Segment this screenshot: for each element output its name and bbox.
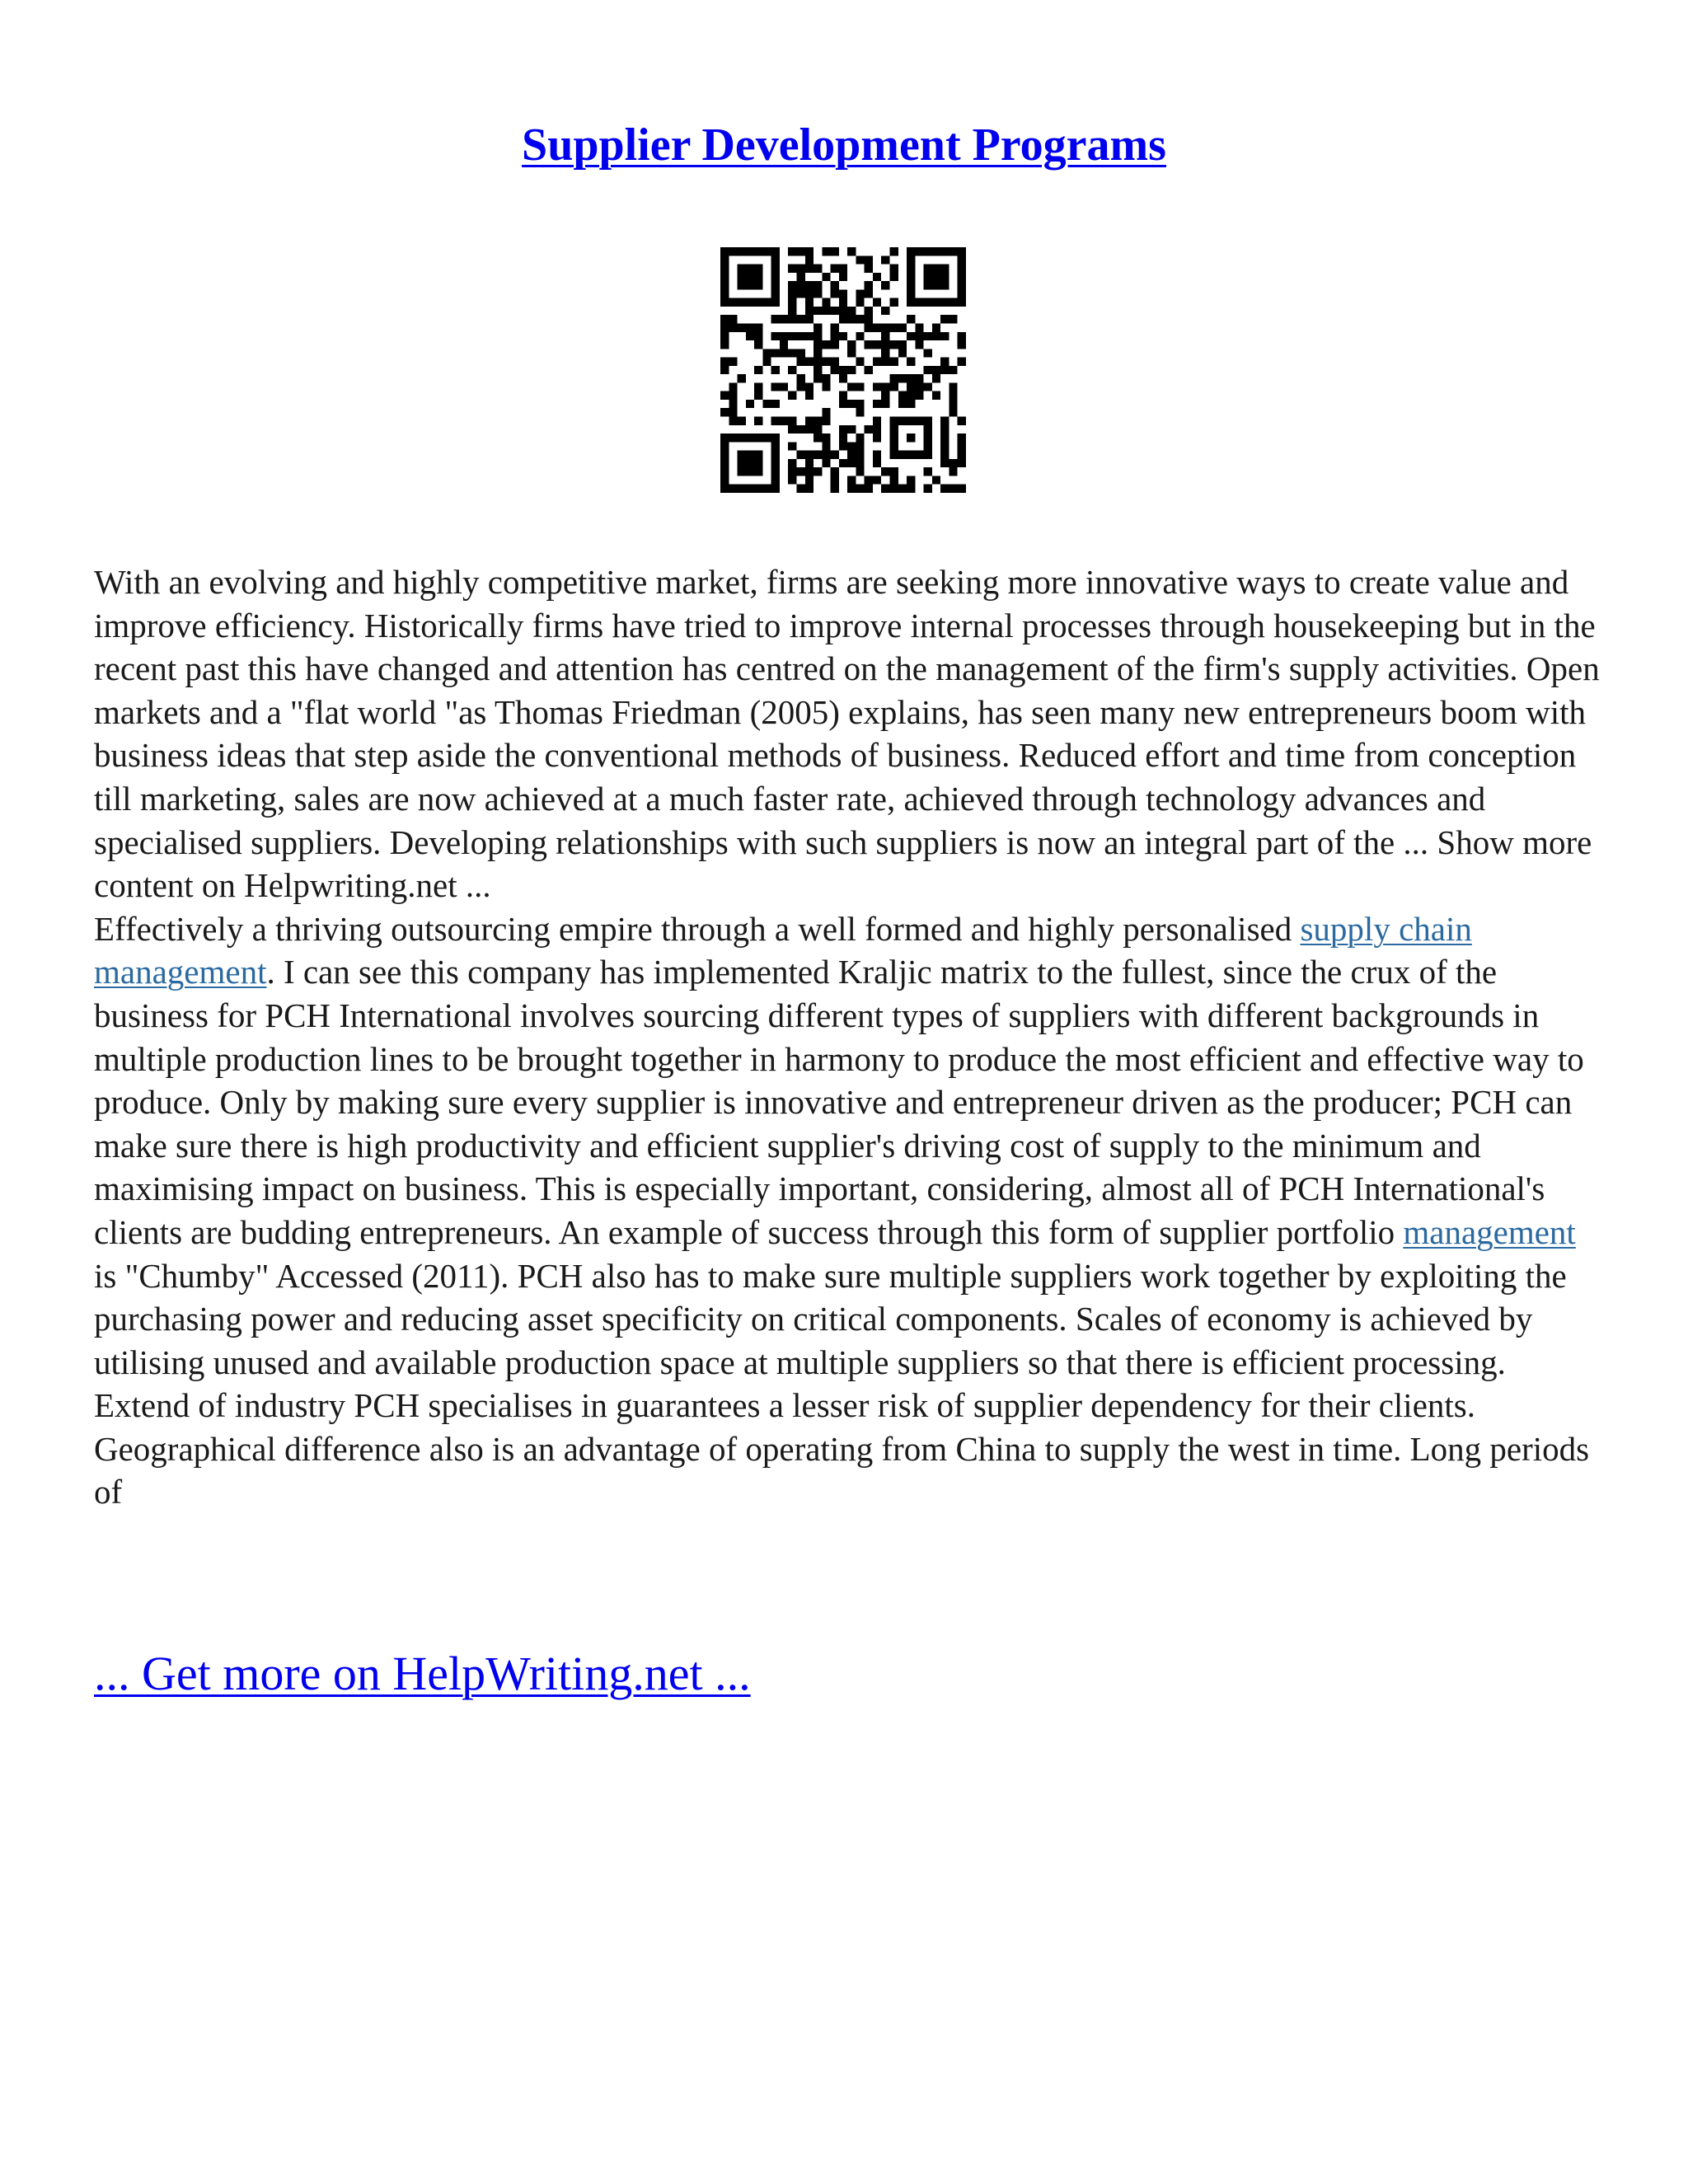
page-title: [0, 115, 1688, 175]
title-link[interactable]: Supplier Development Programs: [522, 120, 1166, 171]
management-link[interactable]: management: [1403, 1212, 1576, 1251]
paragraph-intro: With an evolving and highly competitive market, firms are seeking more innovative ways to create value and improve efficiency. Historically firms have tried to improve internal processes through housekeeping but in the recent past this have changed and attention has centred on the management of the firm's supply activities. Open markets and a "flat world "as Thomas Friedman (2005) explains, has seen many new entrepreneurs boom with business ideas that step aside the conventional methods of business. Reduced effort and time from conception till marketing, sales are now achieved at a much faster rate, achieved through technology advances and specialised suppliers. Developing relationships with such suppliers is now an integral part of the ... Show more content on Helpwriting.net ...: [94, 563, 1600, 905]
paragraph-main-text-1: Effectively a thriving outsourcing empire through a well formed and highly personalised: [94, 909, 1301, 948]
paragraph-main: [94, 907, 1602, 1514]
article-body: [94, 560, 1602, 1514]
qr-code-icon: [720, 247, 966, 493]
get-more-link-container: [94, 1644, 751, 1704]
paragraph-main-text-3: is "Chumby" Accessed (2011). PCH also has to make sure multiple suppliers work together by exploiting the purchasing power and reducing asset specificity on critical components. Scales of economy is achieved by utilising unused and available production space at multiple suppliers so that there is efficient processing. Extend of industry PCH specialises in guarantees a lesser risk of supplier dependency for their clients. Geographical difference also is an advantage of operating from China to supply the west in time. Long periods of: [94, 1256, 1590, 1511]
supply-chain-management-link[interactable]: supply chain management: [94, 909, 1472, 991]
paragraph-main-text-2: . I can see this company has implemented Kraljic matrix to the fullest, since the crux of the business for PCH International involves sourcing different types of suppliers with different backgrounds in multiple production lines to be brought together in harmony to produce the most efficient and effective way to produce. Only by making sure every supplier is innovative and entrepreneur driven as the producer; PCH can make sure there is high productivity and efficient supplier's driving cost of supply to the minimum and maximising impact on business. This is especially important, considering, almost all of PCH International's clients are budding entrepreneurs. An example of success through this form of supplier portfolio: [94, 953, 1584, 1251]
get-more-link[interactable]: ... Get more on HelpWriting.net ...: [94, 1647, 751, 1700]
